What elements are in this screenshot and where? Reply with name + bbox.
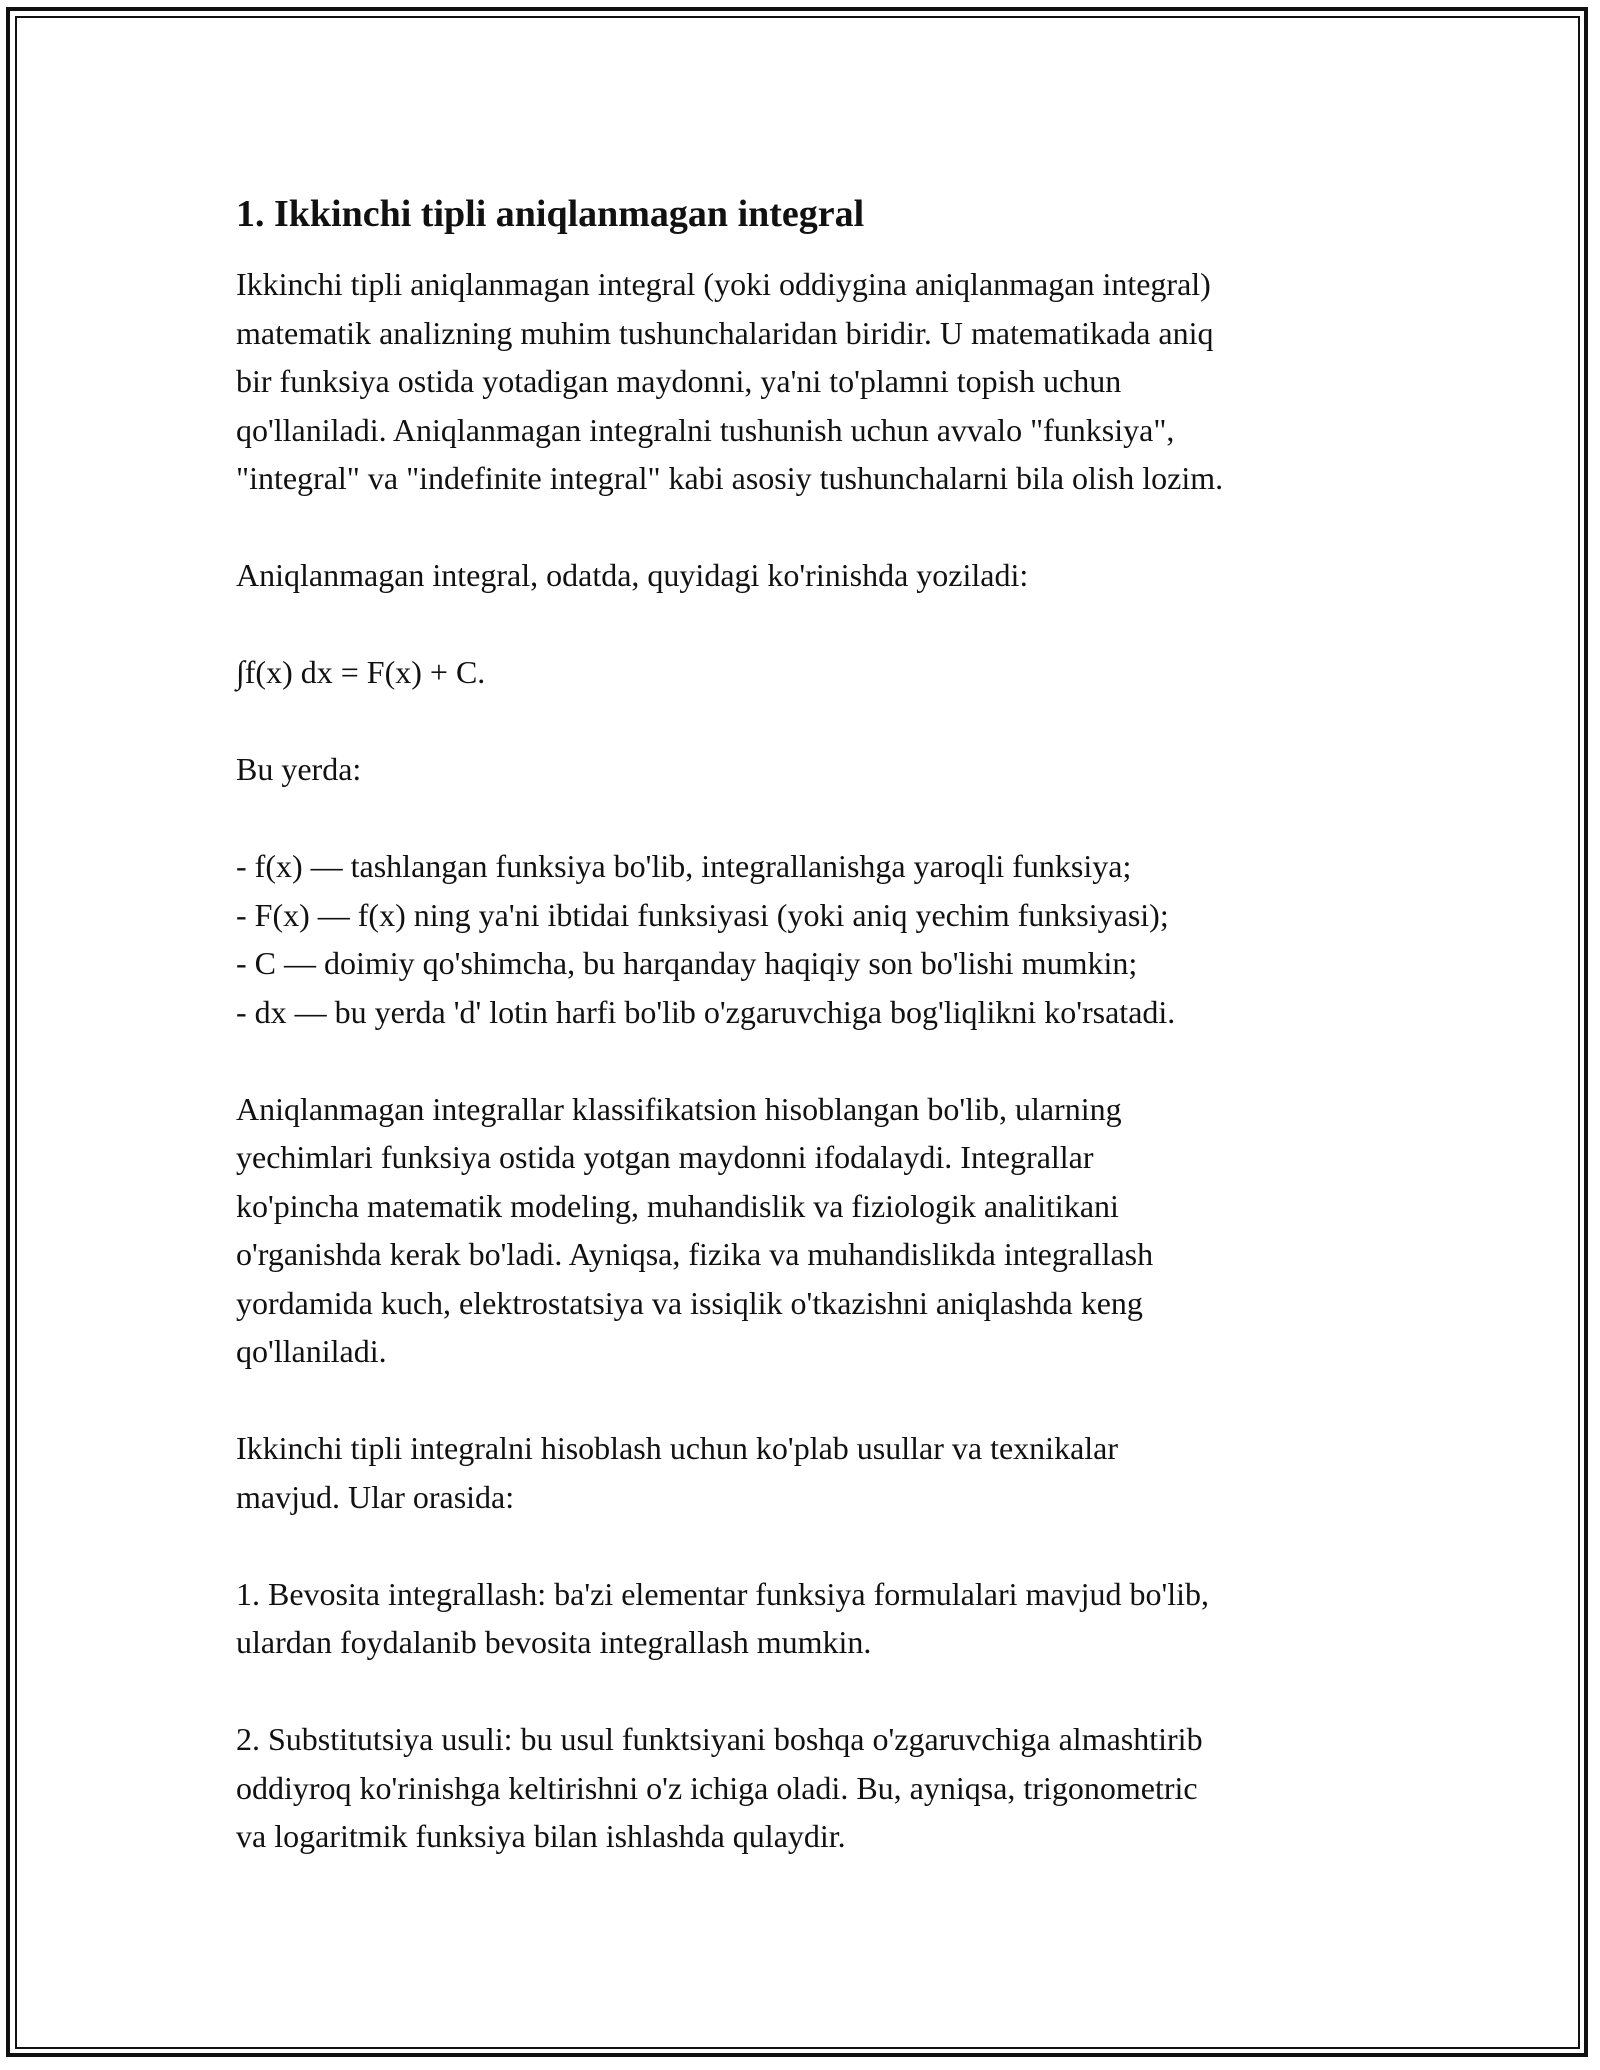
section-heading: 1. Ikkinchi tipli aniqlanmagan integral [236,193,865,235]
method-item-2: 2. Substitutsiya usuli: bu usul funktsiyani boshqa o'zgaruvchiga almashtirib oddiyroq ko'rinishga keltirishni o'z ichiga oladi. Bu, ayniqsa, trigonometric va logaritmik funksiya bilan ishlashda qulaydir. [236,1721,1203,1854]
paragraph-applications: Aniqlanmagan integrallar klassifikatsion hisoblangan bo'lib, ularning yechimlari funksiya ostida yotgan maydonni ifodalaydi. Integrallar ko'pincha matematik modeling, muhandislik va fiziologik analitikani o'rganishda kerak bo'ladi. Ayniqsa, fizika va muhandislikda integrallash yordamida kuch, elektrostatsiya va issiqlik o'tkazishni aniqlashda keng qo'llaniladi. [236,1090,1154,1369]
definition-list: - f(x) — tashlangan funksiya bo'lib, integrallanishga yaroqli funksiya; - F(x) — f(x) ning ya'ni ibtidai funksiyasi (yoki aniq yechim funksiyasi); - C — doimiy qo'shimcha, bu harqanday haqiqiy son bo'lishi mumkin; - dx — bu yerda 'd' lotin harfi bo'lib o'zgaruvchiga bog'liqlikni ko'rsatadi. [236,848,1176,1030]
method-item-1: 1. Bevosita integrallash: ba'zi elementar funksiya formulalari mavjud bo'lib, ulardan foydalanib bevosita integrallash mumkin. [236,1575,1210,1660]
paragraph-intro: Ikkinchi tipli aniqlanmagan integral (yoki oddiygina aniqlanmagan integral) matematik analizning muhim tushunchalaridan biridir. U matematikada aniq bir funksiya ostida yotadigan maydonni, ya'ni to'plamni topish uchun qo'llaniladi. Aniqlanmagan integralni tushunish uchun avvalo "funksiya", "integral" va "indefinite integral" kabi asosiy tushunchalarni bila olish lozim. [236,266,1224,496]
paragraph-methods: Ikkinchi tipli integralni hisoblash uchun ko'plab usullar va texnikalar mavjud. Ular orasida: [236,1430,1119,1515]
paragraph-notation: Aniqlanmagan integral, odatda, quyidagi ko'rinishda yoziladi: [236,557,1029,593]
paragraph-where: Bu yerda: [236,751,362,787]
formula: ∫f(x) dx = F(x) + C. [236,654,486,690]
document-body [236,186,1386,1861]
